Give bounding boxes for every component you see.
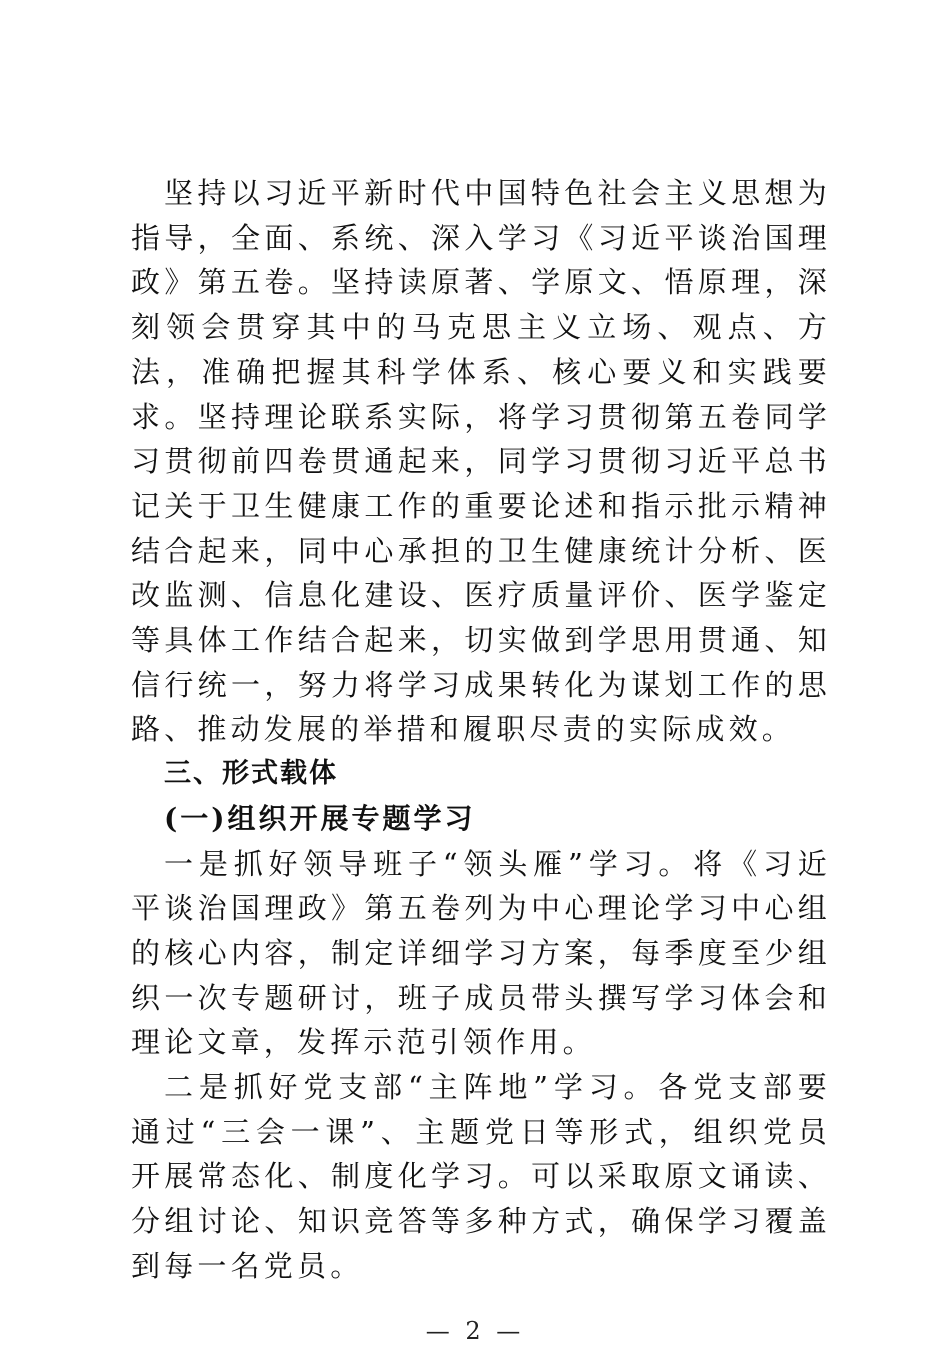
section-heading-format: 三、形式载体 (164, 758, 338, 790)
document-body (131, 171, 831, 1289)
paragraph-guiding-principle: 坚持以习近平新时代中国特色社会主义思想为指导，全面、系统、深入学习《习近平谈治国理政》第五卷。坚持读原著、学原文、悟原理，深刻领会贯穿其中的马克思主义立场、观点、方法，准确把握其科学体系、核心要义和实践要求。坚持理论联系实际，将学习贯彻第五卷同学习贯彻前四卷贯通起来，同学习贯彻习近平总书记关于卫生健康工作的重要论述和指示批示精神结合起来，同中心承担的卫生健康统计分析、医改监测、信息化建设、医疗质量评价、医学鉴定等具体工作结合起来，切实做到学思用贯通、知信行统一，努力将学习成果转化为谋划工作的思路、推动发展的举措和履职尽责的实际成效。 (131, 176, 831, 747)
page-number: — 2 — (425, 1317, 525, 1345)
paragraph-party-branch-study: 二是抓好党支部“主阵地”学习。各党支部要通过“三会一课”、主题党日等形式，组织党员开展常态化、制度化学习。可以采取原文诵读、分组讨论、知识竞答等多种方式，确保学习覆盖到每一名党员。 (131, 1070, 831, 1283)
subsection-heading-study: (一)组织开展专题学习 (164, 801, 476, 835)
paragraph-leadership-study: 一是抓好领导班子“领头雁”学习。将《习近平谈治国理政》第五卷列为中心理论学习中心组的核心内容，制定详细学习方案，每季度至少组织一次专题研讨，班子成员带头撰写学习体会和理论文章，发挥示范引领作用。 (131, 846, 831, 1060)
